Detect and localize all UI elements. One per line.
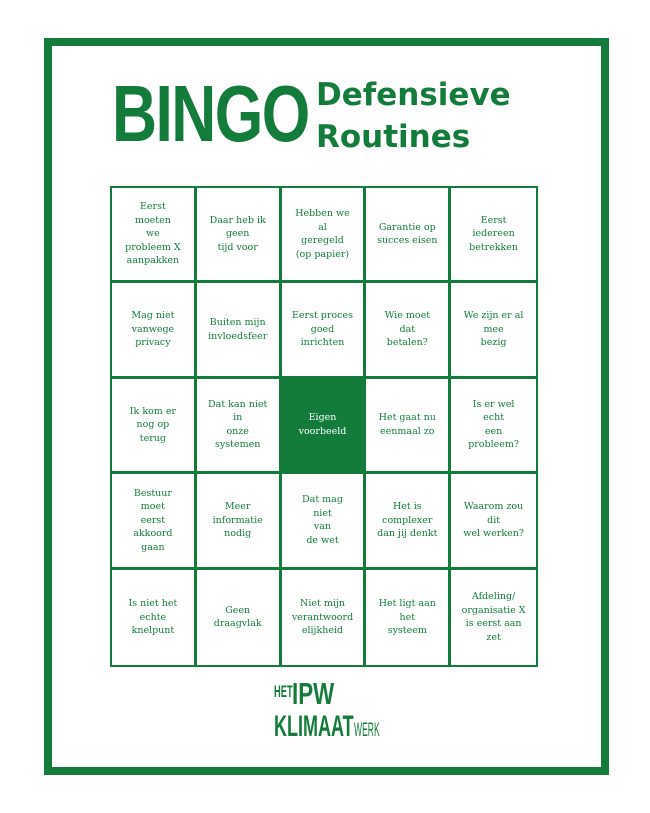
bingo-cell[interactable] bbox=[282, 474, 367, 569]
bingo-cell[interactable] bbox=[451, 379, 536, 474]
bingo-cell[interactable] bbox=[112, 570, 197, 665]
logo-ipw: IPW bbox=[292, 676, 335, 711]
bingo-free-cell[interactable] bbox=[282, 379, 367, 474]
bingo-cell-text: Eerst proces goed inrichten bbox=[292, 310, 353, 349]
bingo-cell[interactable] bbox=[197, 283, 282, 378]
bingo-cell[interactable] bbox=[197, 474, 282, 569]
bingo-cell-text: Waarom zou dit wel werken? bbox=[463, 501, 524, 540]
bingo-cell[interactable] bbox=[366, 188, 451, 283]
logo-het: HET bbox=[274, 682, 293, 701]
bingo-cell-text: Mag niet vanwege privacy bbox=[131, 310, 175, 349]
subtitle-line-1: Defensieve bbox=[316, 77, 511, 113]
bingo-cell[interactable] bbox=[112, 188, 197, 283]
logo-row-top bbox=[274, 676, 335, 711]
bingo-cell[interactable] bbox=[366, 474, 451, 569]
bingo-cell[interactable] bbox=[282, 188, 367, 283]
bingo-cell-text: Meer informatie nodig bbox=[212, 501, 263, 540]
bingo-cell[interactable] bbox=[197, 379, 282, 474]
bingo-cell[interactable] bbox=[282, 283, 367, 378]
bingo-cell-text: We zijn er al mee bezig bbox=[463, 310, 524, 349]
bingo-cell[interactable] bbox=[112, 474, 197, 569]
bingo-cell[interactable] bbox=[197, 188, 282, 283]
subtitle-line-2: Routines bbox=[316, 119, 471, 155]
bingo-cell-text: Afdeling/ organisatie X is eerst aan zet bbox=[461, 591, 526, 643]
bingo-cell-text: Daar heb ik geen tijd voor bbox=[209, 214, 266, 253]
logo-row-bottom bbox=[274, 711, 407, 743]
bingo-cell[interactable] bbox=[366, 379, 451, 474]
bingo-cell-text: Geen draagvlak bbox=[213, 604, 262, 630]
bingo-cell[interactable] bbox=[366, 283, 451, 378]
bingo-grid bbox=[110, 186, 538, 667]
bingo-title: BINGO bbox=[112, 69, 309, 158]
bingo-cell-text: Eerst moeten we probleem X aanpakken bbox=[125, 201, 181, 267]
bingo-cell-text: Wie moet dat betalen? bbox=[384, 310, 431, 349]
bingo-cell-text: Eerst iedereen betrekken bbox=[469, 214, 519, 253]
bingo-cell[interactable] bbox=[366, 570, 451, 665]
bingo-cell[interactable] bbox=[282, 570, 367, 665]
logo-werk: WERK bbox=[354, 720, 380, 741]
bingo-cell-text: Bestuur moet eerst akkoord gaan bbox=[133, 487, 173, 553]
bingo-cell[interactable] bbox=[112, 379, 197, 474]
bingo-cell-text: Is niet het echte knelpunt bbox=[128, 598, 178, 637]
bingo-cell-text: Het is complexer dan jij denkt bbox=[377, 501, 438, 540]
bingo-cell[interactable] bbox=[451, 188, 536, 283]
bingo-cell-text: Het gaat nu eenmaal zo bbox=[378, 412, 436, 437]
bingo-free-cell-text: Eigen voorbeeld bbox=[298, 412, 347, 437]
bingo-cell[interactable] bbox=[451, 570, 536, 665]
bingo-cell[interactable] bbox=[112, 283, 197, 378]
bingo-cell-text: Dat mag niet van de wet bbox=[302, 494, 343, 546]
bingo-cell-text: Niet mijn verantwoord elijkheid bbox=[291, 598, 354, 637]
bingo-cell-text: Buiten mijn invloedsfeer bbox=[208, 317, 268, 342]
bingo-cell[interactable] bbox=[451, 474, 536, 569]
bingo-cell[interactable] bbox=[197, 570, 282, 665]
bingo-cell-text: Garantie op succes eisen bbox=[377, 221, 438, 247]
bingo-cell-text: Dat kan niet in onze systemen bbox=[208, 398, 268, 451]
bingo-cell-text: Ik kom er nog op terug bbox=[129, 405, 176, 444]
bingo-cell-text: Hebben we al geregeld (op papier) bbox=[295, 208, 350, 260]
bingo-cell-text: Is er wel echt een probleem? bbox=[468, 398, 519, 451]
bingo-cell-text: Het ligt aan het systeem bbox=[378, 598, 436, 637]
ipw-klimaatwerk-logo bbox=[274, 676, 380, 750]
logo-klimaat: KLIMAAT bbox=[274, 710, 354, 743]
bingo-cell[interactable] bbox=[451, 283, 536, 378]
page-subtitle bbox=[316, 74, 511, 158]
